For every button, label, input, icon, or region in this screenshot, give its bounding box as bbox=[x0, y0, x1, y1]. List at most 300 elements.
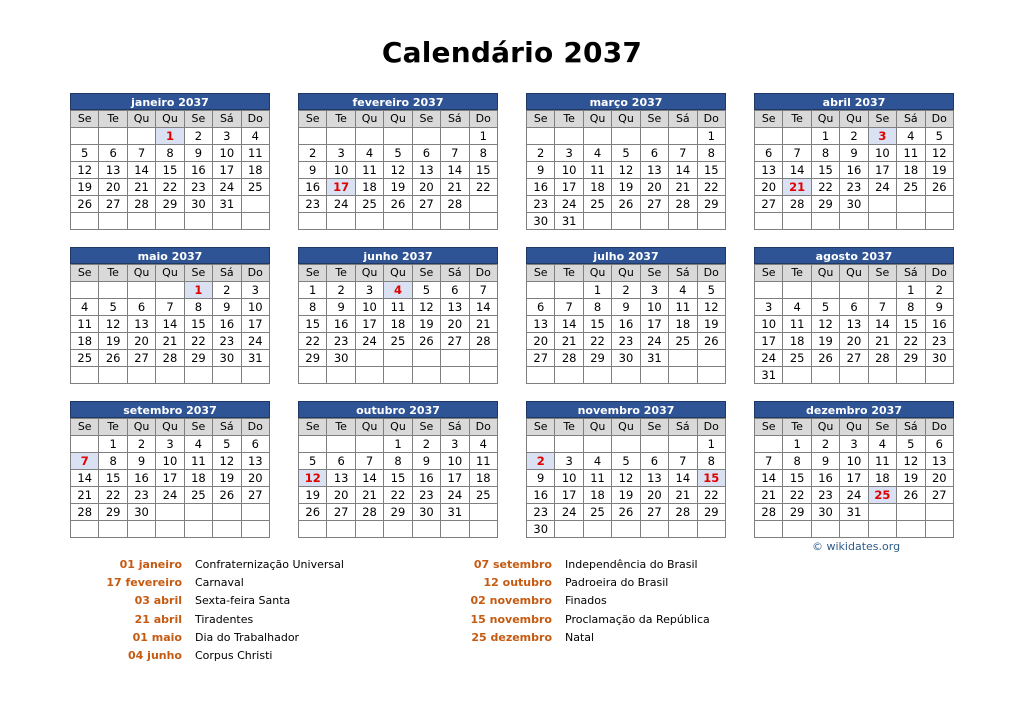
weekday-header: Do bbox=[925, 419, 953, 436]
day-cell: 29 bbox=[384, 504, 412, 521]
empty-cell bbox=[640, 521, 668, 538]
day-cell: 23 bbox=[840, 179, 868, 196]
day-cell: 14 bbox=[127, 162, 155, 179]
day-cell: 10 bbox=[156, 453, 184, 470]
weekday-header: Se bbox=[412, 419, 440, 436]
holiday-date: 01 maio bbox=[132, 630, 182, 644]
empty-cell bbox=[241, 213, 269, 230]
day-cell: 2 bbox=[327, 282, 355, 299]
day-cell: 25 bbox=[583, 196, 611, 213]
day-cell: 20 bbox=[241, 470, 269, 487]
month-grid bbox=[754, 110, 954, 230]
empty-cell bbox=[299, 521, 327, 538]
day-cell: 15 bbox=[811, 162, 839, 179]
day-cell: 4 bbox=[241, 128, 269, 145]
day-cell: 23 bbox=[811, 487, 839, 504]
day-cell: 3 bbox=[555, 145, 583, 162]
day-cell: 20 bbox=[441, 316, 469, 333]
day-cell: 24 bbox=[156, 487, 184, 504]
empty-cell bbox=[99, 213, 127, 230]
empty-cell bbox=[783, 282, 811, 299]
weekday-header: Se bbox=[412, 111, 440, 128]
holiday-name: Natal bbox=[565, 630, 595, 644]
day-cell: 23 bbox=[925, 333, 953, 350]
weekday-header: Se bbox=[299, 265, 327, 282]
day-cell: 30 bbox=[840, 196, 868, 213]
day-cell: 27 bbox=[99, 196, 127, 213]
weekday-header: Se bbox=[299, 111, 327, 128]
day-cell: 14 bbox=[441, 162, 469, 179]
empty-cell bbox=[925, 196, 953, 213]
weekday-header: Qu bbox=[840, 265, 868, 282]
weekday-header: Sá bbox=[897, 419, 925, 436]
month-calendar bbox=[70, 401, 270, 538]
day-cell: 3 bbox=[555, 453, 583, 470]
credit-link[interactable]: © wikidates.org bbox=[812, 540, 901, 553]
day-cell: 5 bbox=[612, 453, 640, 470]
holiday-day-cell: 1 bbox=[156, 128, 184, 145]
day-cell: 11 bbox=[669, 299, 697, 316]
day-cell: 25 bbox=[71, 350, 99, 367]
day-cell: 4 bbox=[184, 436, 212, 453]
weekday-header: Sá bbox=[669, 419, 697, 436]
weekday-header: Sá bbox=[441, 265, 469, 282]
day-cell: 18 bbox=[868, 470, 896, 487]
day-cell: 20 bbox=[99, 179, 127, 196]
empty-cell bbox=[469, 350, 497, 367]
day-cell: 13 bbox=[127, 316, 155, 333]
empty-cell bbox=[156, 367, 184, 384]
day-cell: 20 bbox=[640, 179, 668, 196]
day-cell: 19 bbox=[612, 487, 640, 504]
day-cell: 26 bbox=[213, 487, 241, 504]
day-cell: 12 bbox=[412, 299, 440, 316]
empty-cell bbox=[469, 213, 497, 230]
empty-cell bbox=[127, 213, 155, 230]
month-title: abril 2037 bbox=[754, 93, 954, 110]
empty-cell bbox=[213, 367, 241, 384]
empty-cell bbox=[555, 282, 583, 299]
empty-cell bbox=[156, 213, 184, 230]
weekday-header: Qu bbox=[811, 111, 839, 128]
day-cell: 29 bbox=[299, 350, 327, 367]
day-cell: 24 bbox=[241, 333, 269, 350]
day-cell: 18 bbox=[583, 487, 611, 504]
day-cell: 8 bbox=[783, 453, 811, 470]
day-cell: 4 bbox=[71, 299, 99, 316]
empty-cell bbox=[327, 367, 355, 384]
weekday-header: Qu bbox=[612, 265, 640, 282]
day-cell: 20 bbox=[127, 333, 155, 350]
day-cell: 25 bbox=[897, 179, 925, 196]
day-cell: 27 bbox=[755, 196, 783, 213]
day-cell: 18 bbox=[783, 333, 811, 350]
day-cell: 29 bbox=[897, 350, 925, 367]
month-calendar bbox=[526, 401, 726, 538]
weekday-header: Qu bbox=[156, 419, 184, 436]
day-cell: 7 bbox=[555, 299, 583, 316]
day-cell: 2 bbox=[184, 128, 212, 145]
empty-cell bbox=[71, 282, 99, 299]
day-cell: 6 bbox=[840, 299, 868, 316]
month-calendar bbox=[754, 247, 954, 384]
day-cell: 29 bbox=[697, 196, 725, 213]
month-calendar bbox=[754, 401, 954, 538]
empty-cell bbox=[612, 128, 640, 145]
day-cell: 16 bbox=[527, 179, 555, 196]
day-cell: 17 bbox=[555, 487, 583, 504]
weekday-header: Qu bbox=[156, 265, 184, 282]
empty-cell bbox=[213, 504, 241, 521]
day-cell: 1 bbox=[384, 436, 412, 453]
day-cell: 24 bbox=[355, 333, 383, 350]
weekday-header: Qu bbox=[583, 265, 611, 282]
empty-cell bbox=[384, 521, 412, 538]
day-cell: 6 bbox=[925, 436, 953, 453]
day-cell: 24 bbox=[755, 350, 783, 367]
weekday-header: Se bbox=[755, 265, 783, 282]
day-cell: 11 bbox=[583, 162, 611, 179]
weekday-header: Se bbox=[868, 419, 896, 436]
holiday-row bbox=[70, 611, 470, 629]
weekday-header: Qu bbox=[127, 265, 155, 282]
day-cell: 3 bbox=[327, 145, 355, 162]
day-cell: 27 bbox=[640, 196, 668, 213]
empty-cell bbox=[640, 436, 668, 453]
empty-cell bbox=[71, 128, 99, 145]
day-cell: 15 bbox=[469, 162, 497, 179]
empty-cell bbox=[355, 213, 383, 230]
day-cell: 12 bbox=[697, 299, 725, 316]
day-cell: 26 bbox=[384, 196, 412, 213]
empty-cell bbox=[783, 213, 811, 230]
empty-cell bbox=[99, 521, 127, 538]
holiday-row bbox=[70, 592, 470, 610]
day-cell: 8 bbox=[697, 145, 725, 162]
empty-cell bbox=[783, 128, 811, 145]
empty-cell bbox=[612, 367, 640, 384]
holiday-day-cell: 4 bbox=[384, 282, 412, 299]
day-cell: 9 bbox=[840, 145, 868, 162]
weekday-header: Qu bbox=[384, 111, 412, 128]
day-cell: 2 bbox=[213, 282, 241, 299]
day-cell: 17 bbox=[755, 333, 783, 350]
empty-cell bbox=[469, 196, 497, 213]
weekday-header: Se bbox=[640, 111, 668, 128]
day-cell: 26 bbox=[612, 196, 640, 213]
day-cell: 17 bbox=[156, 470, 184, 487]
day-cell: 7 bbox=[355, 453, 383, 470]
empty-cell bbox=[555, 521, 583, 538]
weekday-header: Se bbox=[868, 265, 896, 282]
day-cell: 28 bbox=[156, 350, 184, 367]
empty-cell bbox=[640, 213, 668, 230]
day-cell: 4 bbox=[868, 436, 896, 453]
holiday-date: 07 setembro bbox=[473, 558, 552, 571]
day-cell: 21 bbox=[127, 179, 155, 196]
day-cell: 30 bbox=[327, 350, 355, 367]
empty-cell bbox=[327, 436, 355, 453]
day-cell: 7 bbox=[755, 453, 783, 470]
holiday-name: Confraternização Universal bbox=[195, 558, 344, 571]
weekday-header: Te bbox=[327, 265, 355, 282]
day-cell: 8 bbox=[184, 299, 212, 316]
day-cell: 23 bbox=[213, 333, 241, 350]
empty-cell bbox=[868, 196, 896, 213]
day-cell: 9 bbox=[412, 453, 440, 470]
day-cell: 1 bbox=[99, 436, 127, 453]
month-calendar bbox=[298, 401, 498, 538]
day-cell: 5 bbox=[99, 299, 127, 316]
empty-cell bbox=[384, 350, 412, 367]
empty-cell bbox=[299, 213, 327, 230]
weekday-header: Qu bbox=[811, 419, 839, 436]
empty-cell bbox=[355, 436, 383, 453]
day-cell: 27 bbox=[241, 487, 269, 504]
weekday-header: Qu bbox=[127, 111, 155, 128]
empty-cell bbox=[156, 282, 184, 299]
day-cell: 21 bbox=[156, 333, 184, 350]
day-cell: 16 bbox=[299, 179, 327, 196]
day-cell: 5 bbox=[811, 299, 839, 316]
holiday-row bbox=[440, 592, 840, 610]
month-title: novembro 2037 bbox=[526, 401, 726, 418]
empty-cell bbox=[299, 436, 327, 453]
empty-cell bbox=[156, 504, 184, 521]
empty-cell bbox=[412, 521, 440, 538]
day-cell: 13 bbox=[640, 470, 668, 487]
empty-cell bbox=[71, 436, 99, 453]
day-cell: 28 bbox=[669, 196, 697, 213]
weekday-header: Te bbox=[783, 265, 811, 282]
day-cell: 4 bbox=[355, 145, 383, 162]
empty-cell bbox=[71, 367, 99, 384]
weekday-header: Se bbox=[184, 111, 212, 128]
day-cell: 20 bbox=[527, 333, 555, 350]
day-cell: 17 bbox=[441, 470, 469, 487]
day-cell: 29 bbox=[99, 504, 127, 521]
holiday-date: 02 novembro bbox=[470, 594, 552, 608]
day-cell: 13 bbox=[441, 299, 469, 316]
month-title: dezembro 2037 bbox=[754, 401, 954, 418]
day-cell: 30 bbox=[412, 504, 440, 521]
day-cell: 22 bbox=[384, 487, 412, 504]
empty-cell bbox=[99, 282, 127, 299]
day-cell: 28 bbox=[355, 504, 383, 521]
day-cell: 23 bbox=[412, 487, 440, 504]
day-cell: 22 bbox=[811, 179, 839, 196]
day-cell: 18 bbox=[384, 316, 412, 333]
day-cell: 11 bbox=[583, 470, 611, 487]
day-cell: 18 bbox=[669, 316, 697, 333]
weekday-header: Do bbox=[697, 419, 725, 436]
day-cell: 26 bbox=[697, 333, 725, 350]
weekday-header: Do bbox=[925, 265, 953, 282]
day-cell: 9 bbox=[811, 453, 839, 470]
empty-cell bbox=[327, 213, 355, 230]
day-cell: 10 bbox=[327, 162, 355, 179]
weekday-header: Qu bbox=[355, 419, 383, 436]
day-cell: 21 bbox=[868, 333, 896, 350]
holiday-row bbox=[70, 647, 470, 665]
day-cell: 14 bbox=[669, 470, 697, 487]
day-cell: 12 bbox=[897, 453, 925, 470]
empty-cell bbox=[868, 213, 896, 230]
day-cell: 9 bbox=[213, 299, 241, 316]
month-calendar bbox=[298, 247, 498, 384]
day-cell: 17 bbox=[555, 179, 583, 196]
day-cell: 20 bbox=[640, 487, 668, 504]
empty-cell bbox=[412, 350, 440, 367]
weekday-header: Qu bbox=[384, 419, 412, 436]
month-grid bbox=[298, 418, 498, 538]
weekday-header: Te bbox=[99, 419, 127, 436]
day-cell: 18 bbox=[184, 470, 212, 487]
holiday-row bbox=[440, 611, 840, 629]
day-cell: 8 bbox=[156, 145, 184, 162]
day-cell: 11 bbox=[384, 299, 412, 316]
month-title: setembro 2037 bbox=[70, 401, 270, 418]
day-cell: 2 bbox=[412, 436, 440, 453]
day-cell: 15 bbox=[184, 316, 212, 333]
empty-cell bbox=[640, 367, 668, 384]
weekday-header: Te bbox=[99, 265, 127, 282]
holiday-row bbox=[440, 574, 840, 592]
day-cell: 26 bbox=[99, 350, 127, 367]
empty-cell bbox=[897, 504, 925, 521]
day-cell: 21 bbox=[71, 487, 99, 504]
day-cell: 1 bbox=[299, 282, 327, 299]
day-cell: 14 bbox=[783, 162, 811, 179]
day-cell: 27 bbox=[640, 504, 668, 521]
day-cell: 5 bbox=[71, 145, 99, 162]
month-title: fevereiro 2037 bbox=[298, 93, 498, 110]
weekday-header: Qu bbox=[612, 111, 640, 128]
weekday-header: Se bbox=[755, 419, 783, 436]
day-cell: 5 bbox=[213, 436, 241, 453]
day-cell: 15 bbox=[384, 470, 412, 487]
holiday-name: Independência do Brasil bbox=[565, 558, 698, 571]
day-cell: 10 bbox=[868, 145, 896, 162]
day-cell: 25 bbox=[669, 333, 697, 350]
day-cell: 22 bbox=[99, 487, 127, 504]
day-cell: 20 bbox=[412, 179, 440, 196]
day-cell: 22 bbox=[697, 487, 725, 504]
day-cell: 6 bbox=[327, 453, 355, 470]
day-cell: 29 bbox=[156, 196, 184, 213]
day-cell: 3 bbox=[441, 436, 469, 453]
day-cell: 26 bbox=[71, 196, 99, 213]
weekday-header: Do bbox=[241, 419, 269, 436]
day-cell: 19 bbox=[697, 316, 725, 333]
day-cell: 24 bbox=[213, 179, 241, 196]
day-cell: 11 bbox=[897, 145, 925, 162]
day-cell: 3 bbox=[840, 436, 868, 453]
empty-cell bbox=[127, 282, 155, 299]
holiday-day-cell: 17 bbox=[327, 179, 355, 196]
empty-cell bbox=[697, 213, 725, 230]
day-cell: 9 bbox=[327, 299, 355, 316]
holiday-date: 25 dezembro bbox=[471, 630, 552, 644]
weekday-header: Sá bbox=[213, 265, 241, 282]
day-cell: 1 bbox=[583, 282, 611, 299]
holiday-name: Dia do Trabalhador bbox=[195, 630, 300, 644]
day-cell: 6 bbox=[99, 145, 127, 162]
day-cell: 3 bbox=[355, 282, 383, 299]
day-cell: 13 bbox=[925, 453, 953, 470]
day-cell: 31 bbox=[241, 350, 269, 367]
day-cell: 19 bbox=[213, 470, 241, 487]
empty-cell bbox=[99, 367, 127, 384]
day-cell: 31 bbox=[441, 504, 469, 521]
empty-cell bbox=[783, 367, 811, 384]
day-cell: 25 bbox=[241, 179, 269, 196]
empty-cell bbox=[469, 521, 497, 538]
weekday-header: Se bbox=[71, 419, 99, 436]
day-cell: 5 bbox=[925, 128, 953, 145]
day-cell: 17 bbox=[840, 470, 868, 487]
weekday-header: Se bbox=[527, 419, 555, 436]
weekday-header: Do bbox=[697, 111, 725, 128]
day-cell: 23 bbox=[612, 333, 640, 350]
day-cell: 9 bbox=[299, 162, 327, 179]
day-cell: 2 bbox=[840, 128, 868, 145]
day-cell: 22 bbox=[583, 333, 611, 350]
day-cell: 24 bbox=[868, 179, 896, 196]
empty-cell bbox=[755, 521, 783, 538]
day-cell: 7 bbox=[669, 145, 697, 162]
day-cell: 14 bbox=[71, 470, 99, 487]
day-cell: 2 bbox=[811, 436, 839, 453]
weekday-header: Do bbox=[697, 265, 725, 282]
day-cell: 13 bbox=[241, 453, 269, 470]
empty-cell bbox=[868, 504, 896, 521]
month-grid bbox=[70, 418, 270, 538]
empty-cell bbox=[840, 213, 868, 230]
empty-cell bbox=[469, 504, 497, 521]
day-cell: 10 bbox=[355, 299, 383, 316]
day-cell: 15 bbox=[156, 162, 184, 179]
day-cell: 6 bbox=[412, 145, 440, 162]
day-cell: 24 bbox=[840, 487, 868, 504]
day-cell: 11 bbox=[469, 453, 497, 470]
empty-cell bbox=[184, 367, 212, 384]
weekday-header: Te bbox=[783, 419, 811, 436]
holiday-day-cell: 2 bbox=[527, 453, 555, 470]
day-cell: 13 bbox=[755, 162, 783, 179]
day-cell: 19 bbox=[612, 179, 640, 196]
empty-cell bbox=[469, 367, 497, 384]
day-cell: 16 bbox=[127, 470, 155, 487]
day-cell: 15 bbox=[583, 316, 611, 333]
day-cell: 20 bbox=[925, 470, 953, 487]
day-cell: 23 bbox=[184, 179, 212, 196]
day-cell: 4 bbox=[669, 282, 697, 299]
weekday-header: Se bbox=[412, 265, 440, 282]
weekday-header: Se bbox=[71, 265, 99, 282]
empty-cell bbox=[868, 367, 896, 384]
holiday-name: Padroeira do Brasil bbox=[565, 576, 669, 590]
holiday-day-cell: 12 bbox=[299, 470, 327, 487]
day-cell: 29 bbox=[783, 504, 811, 521]
day-cell: 15 bbox=[697, 162, 725, 179]
weekday-header: Te bbox=[555, 111, 583, 128]
day-cell: 6 bbox=[755, 145, 783, 162]
empty-cell bbox=[640, 128, 668, 145]
empty-cell bbox=[697, 350, 725, 367]
day-cell: 12 bbox=[811, 316, 839, 333]
day-cell: 1 bbox=[469, 128, 497, 145]
